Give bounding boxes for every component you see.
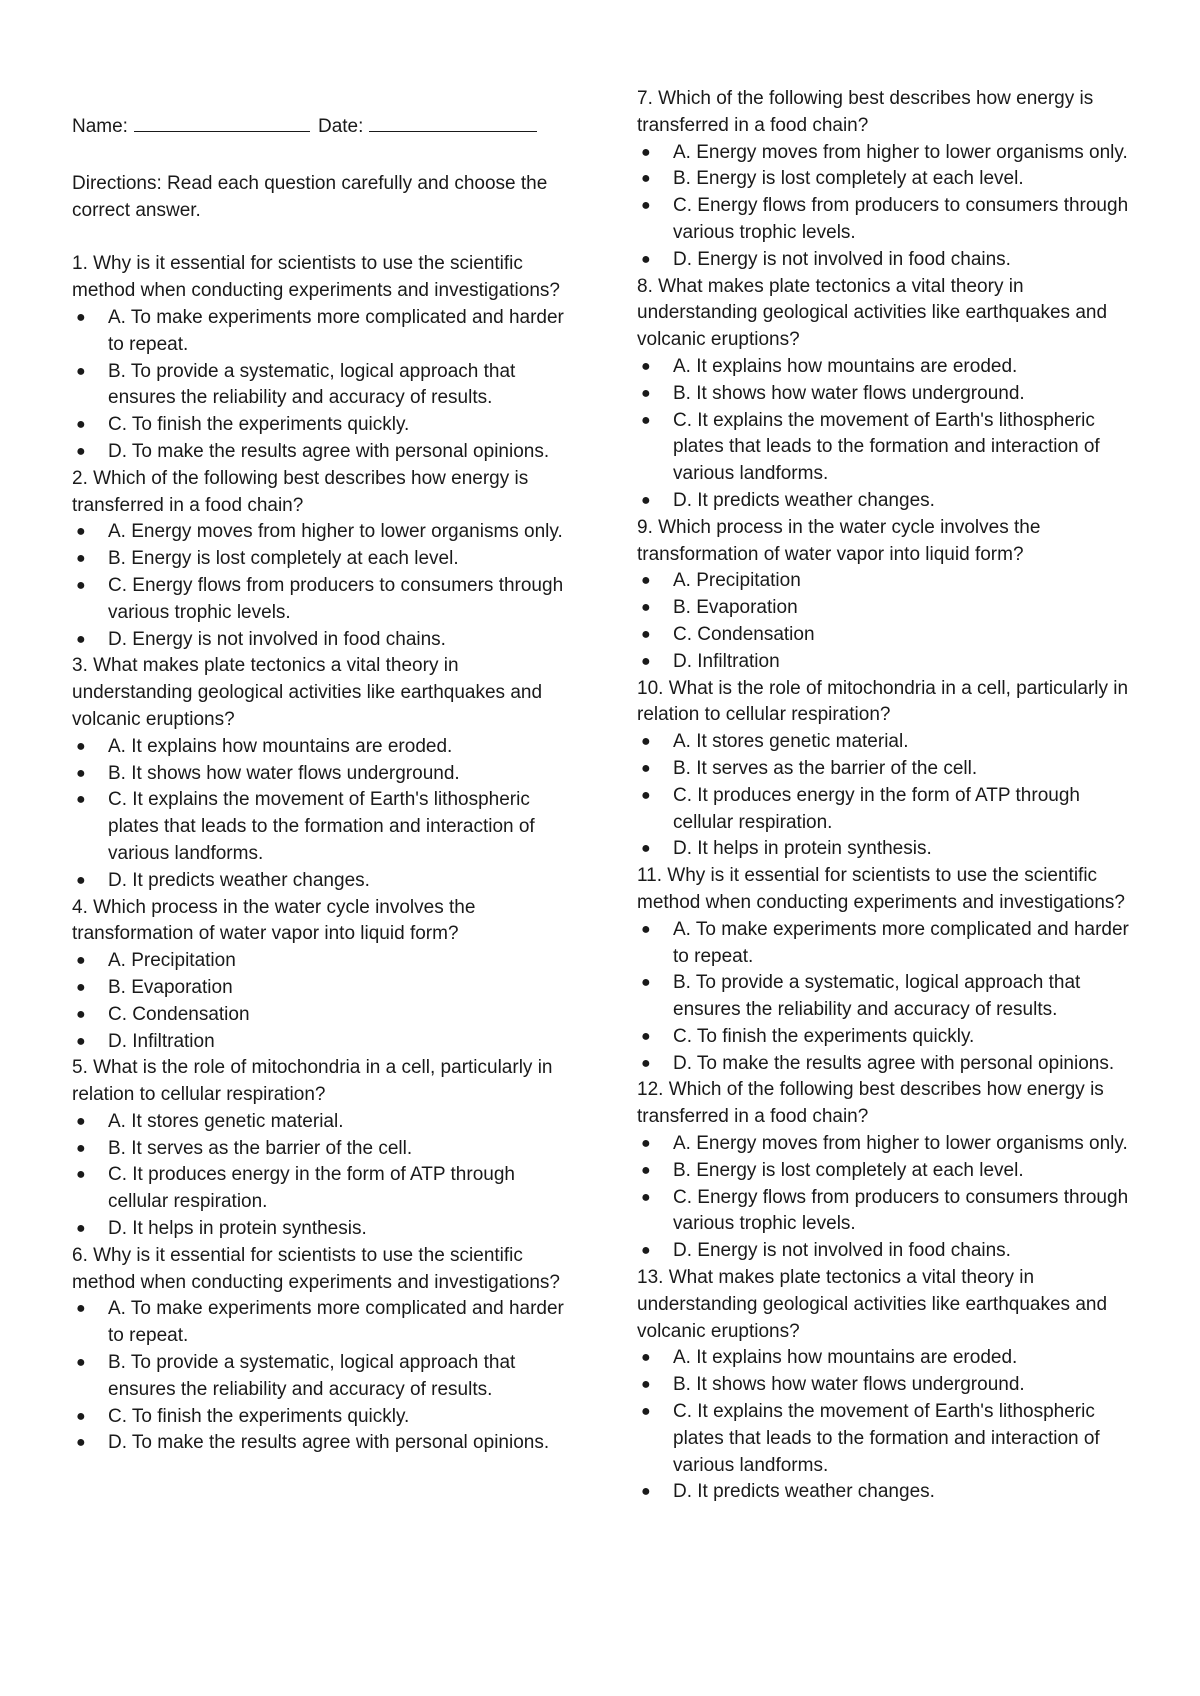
bullet-icon: ● [641, 1349, 651, 1367]
answer-option[interactable] [637, 140, 1137, 167]
question-text: 8. What makes plate tectonics a vital theory in understanding geological activities like earthquakes and volcanic eruptions? [637, 275, 1108, 351]
answer-option[interactable] [72, 787, 567, 867]
question-text: 5. What is the role of mitochondria in a cell, particularly in relation to cellular respiration? [72, 1057, 553, 1106]
answer-option-text: C. Condensation [673, 623, 815, 645]
answer-option-text: C. It produces energy in the form of ATP through cellular respiration. [108, 1164, 515, 1213]
question-text: 3. What makes plate tectonics a vital theory in understanding geological activities like earthquakes and volcanic eruptions? [72, 655, 543, 730]
answer-option[interactable] [72, 627, 567, 654]
bullet-icon: ● [76, 550, 86, 568]
answer-option[interactable] [637, 970, 1137, 1024]
header-line [72, 113, 567, 141]
bullet-icon: ● [76, 952, 86, 970]
answer-option-text: C. To finish the experiments quickly. [673, 1025, 975, 1047]
answer-option-text: D. It predicts weather changes. [673, 1481, 935, 1503]
answer-option-text: B. To provide a systematic, logical approach that ensures the reliability and accuracy of results. [108, 360, 516, 409]
bullet-icon: ● [641, 652, 651, 670]
answer-option-text: D. Energy is not involved in food chains. [673, 1240, 1011, 1262]
bullet-icon: ● [76, 1112, 86, 1130]
bullet-icon: ● [641, 733, 651, 751]
question-item [72, 895, 567, 1056]
answer-option[interactable] [637, 756, 1137, 783]
answer-option[interactable] [72, 761, 567, 788]
answer-options [637, 1131, 1137, 1265]
question-text: 1. Why is it essential for scientists to use the scientific method when conducting experiments and investigations? [72, 253, 560, 302]
answer-option[interactable] [72, 1350, 567, 1404]
answer-option-text: A. It stores genetic material. [673, 731, 909, 753]
question-item [637, 676, 1137, 864]
answer-option-text: C. It produces energy in the form of ATP through cellular respiration. [673, 784, 1080, 833]
answer-option[interactable] [637, 1024, 1137, 1051]
answer-option-text: C. Energy flows from producers to consumers through various trophic levels. [108, 574, 564, 623]
bullet-icon: ● [76, 791, 86, 809]
answer-option[interactable] [637, 247, 1137, 274]
answer-options [72, 948, 567, 1055]
question-item [72, 653, 567, 894]
bullet-icon: ● [76, 416, 86, 434]
answer-option[interactable] [72, 734, 567, 761]
bullet-icon: ● [76, 308, 86, 326]
answer-option[interactable] [72, 1029, 567, 1056]
answer-option-text: A. It explains how mountains are eroded. [673, 355, 1018, 377]
answer-option-text: D. Energy is not involved in food chains. [673, 248, 1011, 270]
bullet-icon: ● [641, 572, 651, 590]
bullet-icon: ● [76, 1434, 86, 1452]
answer-option[interactable] [637, 488, 1137, 515]
answer-option-text: D. To make the results agree with personal opinions. [108, 440, 550, 462]
question-item [637, 274, 1137, 515]
answer-option-text: A. To make experiments more complicated and harder to repeat. [673, 918, 1129, 967]
answer-option[interactable] [72, 305, 567, 359]
bullet-icon: ● [641, 1376, 651, 1394]
answer-option-text: C. It explains the movement of Earth's lithospheric plates that leads to the formation and interaction of various landforms. [673, 1401, 1100, 1476]
bullet-icon: ● [641, 786, 651, 804]
answer-option-text: C. Condensation [108, 1003, 250, 1025]
question-item [637, 1265, 1137, 1506]
bullet-icon: ● [641, 197, 651, 215]
answer-option[interactable] [72, 1404, 567, 1431]
answer-options [637, 729, 1137, 863]
date-label: Date: [317, 116, 364, 137]
name-blank-field[interactable] [134, 113, 310, 132]
answer-option[interactable] [72, 1136, 567, 1163]
bullet-icon: ● [641, 599, 651, 617]
question-list-left [72, 251, 567, 1457]
answer-option[interactable] [637, 1238, 1137, 1265]
bullet-icon: ● [76, 1005, 86, 1023]
answer-option-text: D. Energy is not involved in food chains. [108, 628, 446, 650]
answer-option-text: A. Energy moves from higher to lower organisms only. [108, 521, 563, 543]
answer-option[interactable] [72, 975, 567, 1002]
answer-options [637, 917, 1137, 1078]
bullet-icon: ● [641, 1027, 651, 1045]
answer-option-text: C. Energy flows from producers to consumers through various trophic levels. [673, 195, 1129, 243]
bullet-icon: ● [641, 250, 651, 268]
bullet-icon: ● [641, 384, 651, 402]
bullet-icon: ● [76, 630, 86, 648]
bullet-icon: ● [641, 357, 651, 375]
bullet-icon: ● [641, 1403, 651, 1421]
answer-options [72, 519, 567, 653]
answer-option[interactable] [72, 439, 567, 466]
answer-option-text: C. To finish the experiments quickly. [108, 414, 410, 436]
answer-option[interactable] [637, 1372, 1137, 1399]
answer-option[interactable] [72, 868, 567, 895]
answer-option-text: C. It explains the movement of Earth's lithospheric plates that leads to the formation and interaction of various landforms. [108, 789, 535, 864]
answer-option[interactable] [72, 1002, 567, 1029]
question-item [637, 86, 1137, 274]
answer-option-text: A. Energy moves from higher to lower organisms only. [673, 141, 1128, 163]
answer-option-text: D. To make the results agree with personal opinions. [673, 1052, 1115, 1074]
question-text: 10. What is the role of mitochondria in a cell, particularly in relation to cellular respiration? [637, 677, 1129, 726]
bullet-icon: ● [641, 1135, 651, 1153]
bullet-icon: ● [641, 1054, 651, 1072]
answer-options [72, 305, 567, 466]
answer-options [72, 1109, 567, 1243]
answer-option[interactable] [72, 519, 567, 546]
question-text: 11. Why is it essential for scientists to use the scientific method when conducting experiments and investigations? [637, 865, 1125, 913]
answer-option-text: B. Energy is lost completely at each level. [673, 168, 1024, 190]
question-item [72, 466, 567, 654]
question-item [637, 1077, 1137, 1265]
answer-option[interactable] [637, 408, 1137, 488]
answer-option-text: D. To make the results agree with personal opinions. [108, 1432, 550, 1454]
question-text: 6. Why is it essential for scientists to use the scientific method when conducting experiments and investigations? [72, 1244, 560, 1293]
question-item [637, 863, 1137, 1077]
question-text: 13. What makes plate tectonics a vital theory in understanding geological activities like earthquakes and volcanic eruptions? [637, 1267, 1108, 1342]
question-list-right [637, 86, 1137, 1506]
bullet-icon: ● [641, 974, 651, 992]
bullet-icon: ● [641, 491, 651, 509]
bullet-icon: ● [76, 442, 86, 460]
bullet-icon: ● [76, 1407, 86, 1425]
answer-option[interactable] [72, 1109, 567, 1136]
answer-option[interactable] [637, 193, 1137, 247]
answer-option-text: A. Precipitation [673, 570, 801, 592]
question-text: 2. Which of the following best describes how energy is transferred in a food chain? [72, 467, 529, 516]
bullet-icon: ● [76, 1354, 86, 1372]
answer-option[interactable] [72, 1296, 567, 1350]
bullet-icon: ● [76, 523, 86, 541]
answer-option-text: D. It helps in protein synthesis. [108, 1218, 367, 1240]
answer-option[interactable] [72, 1430, 567, 1457]
answer-option-text: B. It serves as the barrier of the cell. [673, 757, 978, 779]
bullet-icon: ● [76, 737, 86, 755]
answer-option[interactable] [637, 1399, 1137, 1479]
question-item [72, 1055, 567, 1243]
left-column [72, 113, 567, 1457]
answer-option[interactable] [637, 1185, 1137, 1239]
answer-option[interactable] [637, 836, 1137, 863]
answer-option[interactable] [637, 1479, 1137, 1506]
answer-option-text: A. Energy moves from higher to lower organisms only. [673, 1133, 1128, 1155]
answer-option-text: D. It helps in protein synthesis. [673, 838, 932, 860]
bullet-icon: ● [76, 1166, 86, 1184]
bullet-icon: ● [641, 1483, 651, 1501]
bullet-icon: ● [76, 576, 86, 594]
answer-option[interactable] [637, 381, 1137, 408]
answer-options [72, 734, 567, 895]
answer-option-text: D. It predicts weather changes. [673, 489, 935, 511]
question-text: 7. Which of the following best describes how energy is transferred in a food chain? [637, 88, 1094, 136]
answer-option-text: B. Energy is lost completely at each level. [673, 1159, 1024, 1181]
answer-option-text: C. It explains the movement of Earth's lithospheric plates that leads to the formation and interaction of various landforms. [673, 409, 1100, 485]
question-item [72, 1243, 567, 1457]
answer-option-text: B. Energy is lost completely at each level. [108, 548, 459, 570]
question-text: 4. Which process in the water cycle involves the transformation of water vapor into liquid form? [72, 896, 476, 945]
bullet-icon: ● [641, 759, 651, 777]
bullet-icon: ● [76, 362, 86, 380]
answer-option[interactable] [72, 412, 567, 439]
answer-option[interactable] [72, 546, 567, 573]
bullet-icon: ● [641, 1242, 651, 1260]
answer-option-text: A. It explains how mountains are eroded. [108, 735, 453, 757]
bullet-icon: ● [641, 143, 651, 161]
answer-options [637, 140, 1137, 274]
answer-options [637, 568, 1137, 675]
question-item [637, 515, 1137, 676]
answer-option[interactable] [637, 568, 1137, 595]
answer-option-text: A. To make experiments more complicated and harder to repeat. [108, 1298, 564, 1347]
answer-option[interactable] [637, 729, 1137, 756]
answer-option[interactable] [637, 354, 1137, 381]
answer-option[interactable] [637, 1158, 1137, 1185]
bullet-icon: ● [641, 1161, 651, 1179]
answer-option-text: B. To provide a systematic, logical approach that ensures the reliability and accuracy of results. [108, 1352, 516, 1400]
answer-option-text: A. To make experiments more complicated and harder to repeat. [108, 306, 564, 355]
bullet-icon: ● [641, 840, 651, 858]
answer-option-text: A. It explains how mountains are eroded. [673, 1347, 1018, 1369]
answer-option-text: B. It shows how water flows underground. [673, 1374, 1025, 1396]
bullet-icon: ● [641, 170, 651, 188]
answer-option-text: C. Energy flows from producers to consumers through various trophic levels. [673, 1186, 1129, 1235]
answer-option[interactable] [637, 1131, 1137, 1158]
answer-option-text: B. Evaporation [108, 976, 233, 998]
answer-options [72, 1296, 567, 1457]
answer-option[interactable] [72, 1162, 567, 1216]
answer-option[interactable] [637, 917, 1137, 971]
answer-option-text: C. To finish the experiments quickly. [108, 1405, 410, 1427]
bullet-icon: ● [641, 411, 651, 429]
bullet-icon: ● [76, 1032, 86, 1050]
bullet-icon: ● [76, 978, 86, 996]
bullet-icon: ● [641, 625, 651, 643]
answer-option[interactable] [637, 595, 1137, 622]
answer-option-text: B. It shows how water flows underground. [108, 762, 460, 784]
directions-text: Directions: Read each question carefully and choose the correct answer. [72, 172, 548, 221]
bullet-icon: ● [641, 1188, 651, 1206]
answer-option[interactable] [637, 622, 1137, 649]
answer-option-text: D. Infiltration [108, 1030, 215, 1052]
bullet-icon: ● [76, 764, 86, 782]
answer-option[interactable] [72, 1216, 567, 1243]
answer-option[interactable] [72, 573, 567, 627]
name-label: Name: [72, 116, 128, 137]
right-column [637, 86, 1137, 1506]
bullet-icon: ● [76, 871, 86, 889]
answer-option[interactable] [637, 1345, 1137, 1372]
bullet-icon: ● [76, 1300, 86, 1318]
bullet-icon: ● [76, 1139, 86, 1157]
bullet-icon: ● [76, 1220, 86, 1238]
answer-option[interactable] [637, 783, 1137, 837]
question-text: 12. Which of the following best describes how energy is transferred in a food chain? [637, 1079, 1104, 1128]
answer-option[interactable] [72, 948, 567, 975]
answer-option-text: A. It stores genetic material. [108, 1110, 344, 1132]
answer-option[interactable] [72, 359, 567, 413]
answer-option-text: B. It shows how water flows underground. [673, 382, 1025, 404]
answer-option-text: A. Precipitation [108, 950, 236, 972]
answer-option-text: B. It serves as the barrier of the cell. [108, 1137, 413, 1159]
question-item [72, 251, 567, 465]
date-blank-field[interactable] [369, 113, 537, 132]
answer-options [637, 1345, 1137, 1506]
question-text: 9. Which process in the water cycle involves the transformation of water vapor into liquid form? [637, 516, 1041, 565]
answer-option-text: B. Evaporation [673, 597, 798, 619]
answer-option[interactable] [637, 1051, 1137, 1078]
answer-options [637, 354, 1137, 515]
answer-option[interactable] [637, 649, 1137, 676]
answer-option-text: D. It predicts weather changes. [108, 869, 370, 891]
answer-option-text: D. Infiltration [673, 650, 780, 672]
answer-option-text: B. To provide a systematic, logical approach that ensures the reliability and accuracy of results. [673, 972, 1081, 1021]
bullet-icon: ● [641, 920, 651, 938]
answer-option[interactable] [637, 166, 1137, 193]
